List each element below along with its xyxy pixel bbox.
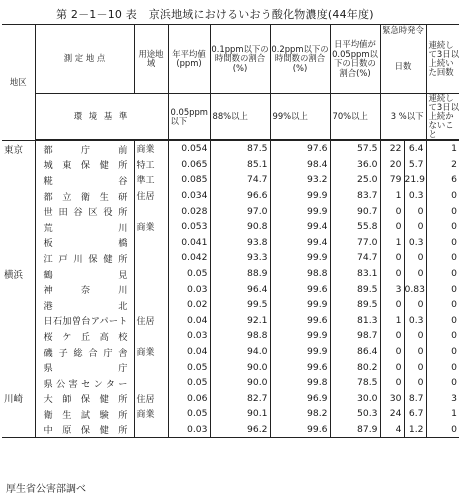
table-row <box>2 328 459 344</box>
table-body <box>2 140 459 438</box>
header-daily-avg: 日平均値が0.05ppm以下の日数の割合(%) <box>330 25 380 94</box>
area-cell <box>2 203 35 219</box>
consecutive-cell: 1 <box>451 408 457 420</box>
annual-avg-cell: 0.028 <box>168 203 210 219</box>
annual-avg-cell: 0.042 <box>168 250 210 266</box>
area-cell: 横浜 <box>2 266 35 282</box>
table-row <box>2 313 459 329</box>
pct-01-cell: 90.0 <box>210 359 270 375</box>
emergency-pct-cell: 0.3 <box>404 188 426 204</box>
consecutive-cell: 2 <box>451 158 457 170</box>
land-use-cell <box>134 203 168 219</box>
area-cell <box>2 188 35 204</box>
sulfur-oxide-table <box>2 24 459 438</box>
annual-avg-cell: 0.04 <box>168 313 210 329</box>
pct-01-cell: 93.8 <box>210 235 270 251</box>
consecutive-cell: 0 <box>426 422 459 438</box>
emergency-days-cell: 0 <box>380 328 404 344</box>
table-row <box>2 219 459 235</box>
land-use-cell: 商業 <box>134 344 168 360</box>
pct-01-cell: 90.1 <box>210 406 270 422</box>
table-row <box>2 344 459 360</box>
table-row <box>2 235 459 251</box>
header-emergency-label: 緊急時発令 <box>382 25 424 35</box>
area-cell: 川崎 <box>2 391 35 407</box>
consecutive-cell: 0 <box>451 252 457 264</box>
land-use-cell: 特工 <box>134 157 168 173</box>
header-env-standard: 環 境 基 準 <box>35 94 168 141</box>
daily-avg-cell: 74.7 <box>330 250 380 266</box>
emergency-days-cell: 1 <box>380 235 404 251</box>
land-use-cell <box>134 359 168 375</box>
consecutive-cell: 0 <box>451 190 457 202</box>
table-row <box>2 359 459 375</box>
consecutive-cell: 0 <box>451 299 457 311</box>
emergency-days-cell: 0 <box>380 344 404 360</box>
daily-avg-cell: 77.0 <box>330 235 380 251</box>
consecutive-cell: 0 <box>451 377 457 389</box>
emergency-days-cell: 24 <box>380 406 404 422</box>
table-row <box>2 391 459 407</box>
table-row <box>2 281 459 297</box>
pct-01-cell: 92.1 <box>210 313 270 329</box>
area-cell <box>2 406 35 422</box>
table-caption: 京浜地域におけるいおう酸化物濃度 <box>148 8 328 21</box>
emergency-pct-cell: 0 <box>404 266 426 282</box>
source-note: 厚生省公害部調べ <box>6 484 86 495</box>
daily-avg-cell: 83.1 <box>330 266 380 282</box>
header-days: 日数 <box>394 61 412 71</box>
pct-01-cell: 90.0 <box>210 375 270 391</box>
emergency-pct-cell: 0 <box>404 375 426 391</box>
annual-avg-cell: 0.04 <box>168 344 210 360</box>
pct-02-cell: 99.8 <box>270 375 330 391</box>
pct-02-cell: 96.9 <box>270 391 330 407</box>
area-cell <box>2 235 35 251</box>
land-use-cell: 商業 <box>134 219 168 235</box>
daily-avg-cell: 86.4 <box>330 344 380 360</box>
pct-02-cell: 99.9 <box>270 297 330 313</box>
station-cell: 大師保健所 <box>35 391 134 407</box>
emergency-pct-cell: 0.83 <box>404 281 426 297</box>
header-area: 地区 <box>2 25 35 141</box>
pct-02-cell: 99.9 <box>270 344 330 360</box>
pct-02-cell: 99.6 <box>270 313 330 329</box>
table-year: (44年度) <box>327 8 374 21</box>
header-annual-avg: 年平均値(ppm) <box>168 25 210 94</box>
table-row <box>2 266 459 282</box>
annual-avg-cell: 0.05 <box>168 266 210 282</box>
station-cell: 荒川 <box>35 219 134 235</box>
emergency-days-cell: 4 <box>380 422 404 438</box>
pct-01-cell: 99.5 <box>210 297 270 313</box>
std-pct-01: 88%以上 <box>210 94 270 141</box>
annual-avg-cell: 0.041 <box>168 235 210 251</box>
station-cell: 鶴見 <box>35 266 134 282</box>
table-row <box>2 203 459 219</box>
table-row <box>2 406 459 422</box>
pct-02-cell: 98.2 <box>270 406 330 422</box>
pct-02-cell: 99.4 <box>270 235 330 251</box>
station-cell: 糀谷 <box>35 172 134 188</box>
emergency-days-cell: 1 <box>380 188 404 204</box>
table-row <box>2 375 459 391</box>
daily-avg-cell: 80.2 <box>330 359 380 375</box>
emergency-days-cell: 0 <box>380 266 404 282</box>
emergency-days-cell: 79 <box>380 172 404 188</box>
emergency-days-cell: 0 <box>380 375 404 391</box>
emergency-pct-cell: 0.3 <box>404 235 426 251</box>
emergency-pct-cell: 6.7 <box>404 406 426 422</box>
station-cell: 県公害センター <box>35 375 134 391</box>
station-cell: 城東保健所 <box>35 157 134 173</box>
pct-01-cell: 74.7 <box>210 172 270 188</box>
land-use-cell: 商業 <box>134 140 168 157</box>
annual-avg-cell: 0.065 <box>168 157 210 173</box>
emergency-pct-cell: 0 <box>404 344 426 360</box>
consecutive-cell: 0 <box>451 330 457 342</box>
station-cell: 衛生試験所 <box>35 406 134 422</box>
area-cell <box>2 281 35 297</box>
emergency-pct-cell: 0.3 <box>404 313 426 329</box>
station-cell: 都立衛生研 <box>35 188 134 204</box>
area-cell <box>2 422 35 438</box>
station-cell: 神奈川 <box>35 281 134 297</box>
annual-avg-cell: 0.05 <box>168 406 210 422</box>
annual-avg-cell: 0.085 <box>168 172 210 188</box>
land-use-cell <box>134 328 168 344</box>
area-cell <box>2 375 35 391</box>
daily-avg-cell: 57.5 <box>330 140 380 157</box>
pct-01-cell: 88.9 <box>210 266 270 282</box>
pct-02-cell: 93.2 <box>270 172 330 188</box>
pct-02-cell: 97.6 <box>270 140 330 157</box>
land-use-cell: 住居 <box>134 188 168 204</box>
land-use-cell <box>134 297 168 313</box>
daily-avg-cell: 90.7 <box>330 203 380 219</box>
station-cell: 港北 <box>35 297 134 313</box>
consecutive-cell: 0 <box>451 236 457 248</box>
table-row <box>2 297 459 313</box>
station-cell: 磯子総合庁舎 <box>35 344 134 360</box>
station-cell: 板橋 <box>35 235 134 251</box>
pct-02-cell: 99.9 <box>270 203 330 219</box>
pct-01-cell: 96.6 <box>210 188 270 204</box>
emergency-pct-cell: 8.7 <box>404 391 426 407</box>
emergency-pct-cell: 0 <box>404 250 426 266</box>
emergency-pct-cell: 0 <box>404 203 426 219</box>
pct-01-cell: 94.0 <box>210 344 270 360</box>
pct-01-cell: 85.1 <box>210 157 270 173</box>
emergency-days-cell: 1 <box>380 313 404 329</box>
pct-02-cell: 99.6 <box>270 422 330 438</box>
area-cell <box>2 250 35 266</box>
emergency-pct-cell: 0 <box>404 328 426 344</box>
emergency-pct-cell: 0 <box>404 297 426 313</box>
table-row <box>2 140 459 157</box>
land-use-cell <box>134 281 168 297</box>
land-use-cell: 住居 <box>134 313 168 329</box>
pct-02-cell: 98.4 <box>270 157 330 173</box>
emergency-pct-cell: 6.4 <box>404 140 426 157</box>
daily-avg-cell: 89.5 <box>330 297 380 313</box>
annual-avg-cell: 0.06 <box>168 391 210 407</box>
emergency-days-cell: 30 <box>380 391 404 407</box>
header-pct-01: 0.1ppm以下の時間数の割合(%) <box>210 25 270 94</box>
annual-avg-cell: 0.02 <box>168 297 210 313</box>
consecutive-cell: 0 <box>451 221 457 233</box>
emergency-days-cell: 3 <box>380 281 404 297</box>
land-use-cell: 商業 <box>134 406 168 422</box>
pct-01-cell: 96.2 <box>210 422 270 438</box>
table-title <box>56 6 374 22</box>
std-pct-02: 99%以上 <box>270 94 330 141</box>
land-use-cell <box>134 422 168 438</box>
area-cell <box>2 219 35 235</box>
area-cell <box>2 344 35 360</box>
pct-02-cell: 99.6 <box>270 359 330 375</box>
emergency-days-cell: 22 <box>380 140 404 157</box>
emergency-pct-cell: 5.7 <box>404 157 426 173</box>
table-row <box>2 157 459 173</box>
pct-01-cell: 82.7 <box>210 391 270 407</box>
emergency-pct-cell: 0 <box>404 219 426 235</box>
annual-avg-cell: 0.03 <box>168 422 210 438</box>
area-cell <box>2 157 35 173</box>
annual-avg-cell: 0.03 <box>168 328 210 344</box>
daily-avg-cell: 78.5 <box>330 375 380 391</box>
header-consecutive: 連続して3日以上続いた回数 <box>426 25 459 94</box>
station-cell: 県庁 <box>35 359 134 375</box>
daily-avg-cell: 98.7 <box>330 328 380 344</box>
land-use-cell <box>134 250 168 266</box>
pct-01-cell: 87.5 <box>210 140 270 157</box>
pct-02-cell: 99.9 <box>270 328 330 344</box>
table-row <box>2 172 459 188</box>
land-use-cell <box>134 235 168 251</box>
annual-avg-cell: 0.034 <box>168 188 210 204</box>
area-cell <box>2 328 35 344</box>
consecutive-cell: 0 <box>451 346 457 358</box>
table-row <box>2 188 459 204</box>
consecutive-cell: 1 <box>451 143 457 155</box>
pct-02-cell: 99.9 <box>270 250 330 266</box>
consecutive-cell: 0 <box>451 314 457 326</box>
daily-avg-cell: 83.7 <box>330 188 380 204</box>
annual-avg-cell: 0.05 <box>168 359 210 375</box>
land-use-cell: 準工 <box>134 172 168 188</box>
table-number: 第 2－1－10 表 <box>56 8 137 21</box>
area-cell <box>2 313 35 329</box>
area-cell: 東京 <box>2 140 35 157</box>
station-cell: 世田谷区役所 <box>35 203 134 219</box>
station-cell: 江戸川保健所 <box>35 250 134 266</box>
header-station: 測 定 地 点 <box>35 25 134 94</box>
daily-avg-cell: 36.0 <box>330 157 380 173</box>
emergency-days-cell: 0 <box>380 219 404 235</box>
annual-avg-cell: 0.054 <box>168 140 210 157</box>
std-consecutive: 連続して3日以上続かないこと <box>426 94 459 141</box>
annual-avg-cell: 0.05 <box>168 375 210 391</box>
annual-avg-cell: 0.053 <box>168 219 210 235</box>
daily-avg-cell: 87.9 <box>330 422 380 438</box>
daily-avg-cell: 55.8 <box>330 219 380 235</box>
pct-01-cell: 90.8 <box>210 219 270 235</box>
daily-avg-cell: 25.0 <box>330 172 380 188</box>
table-row <box>2 422 459 438</box>
pct-01-cell: 97.0 <box>210 203 270 219</box>
header-emergency <box>380 25 426 94</box>
consecutive-cell: 0 <box>451 205 457 217</box>
header-pct-02: 0.2ppm以下の時間数の割合(%) <box>270 25 330 94</box>
pct-01-cell: 93.3 <box>210 250 270 266</box>
pct-01-cell: 98.8 <box>210 328 270 344</box>
station-cell: 中原保健所 <box>35 422 134 438</box>
consecutive-cell: 3 <box>451 392 457 404</box>
emergency-pct-cell: 0 <box>404 359 426 375</box>
std-annual-avg: 0.05ppm以下 <box>168 94 210 141</box>
station-cell: 桜ケ丘高校 <box>35 328 134 344</box>
emergency-pct-cell: 21.9 <box>404 172 426 188</box>
land-use-cell <box>134 266 168 282</box>
area-cell <box>2 172 35 188</box>
daily-avg-cell: 50.3 <box>330 406 380 422</box>
daily-avg-cell: 89.5 <box>330 281 380 297</box>
pct-02-cell: 99.6 <box>270 281 330 297</box>
land-use-cell <box>134 375 168 391</box>
emergency-days-cell: 0 <box>380 297 404 313</box>
emergency-pct-cell: 1.2 <box>404 422 426 438</box>
area-cell <box>2 297 35 313</box>
land-use-cell: 住居 <box>134 391 168 407</box>
pct-01-cell: 96.4 <box>210 281 270 297</box>
std-daily-avg: 70%以上 <box>330 94 380 141</box>
emergency-days-cell: 0 <box>380 359 404 375</box>
daily-avg-cell: 30.0 <box>330 391 380 407</box>
emergency-days-cell: 0 <box>380 250 404 266</box>
std-pct: 3 %以下 <box>380 94 426 141</box>
pct-02-cell: 99.4 <box>270 219 330 235</box>
consecutive-cell: 0 <box>451 283 457 295</box>
table-row <box>2 250 459 266</box>
area-cell <box>2 359 35 375</box>
daily-avg-cell: 81.3 <box>330 313 380 329</box>
consecutive-cell: 0 <box>451 361 457 373</box>
emergency-days-cell: 20 <box>380 157 404 173</box>
header-use: 用途地域 <box>134 25 168 94</box>
pct-02-cell: 99.9 <box>270 188 330 204</box>
consecutive-cell: 0 <box>451 268 457 280</box>
station-cell: 都庁前 <box>35 140 134 157</box>
pct-02-cell: 98.8 <box>270 266 330 282</box>
consecutive-cell: 6 <box>451 174 457 186</box>
station-cell: 日石加曽台アパート <box>35 313 134 329</box>
emergency-days-cell: 0 <box>380 203 404 219</box>
annual-avg-cell: 0.03 <box>168 281 210 297</box>
